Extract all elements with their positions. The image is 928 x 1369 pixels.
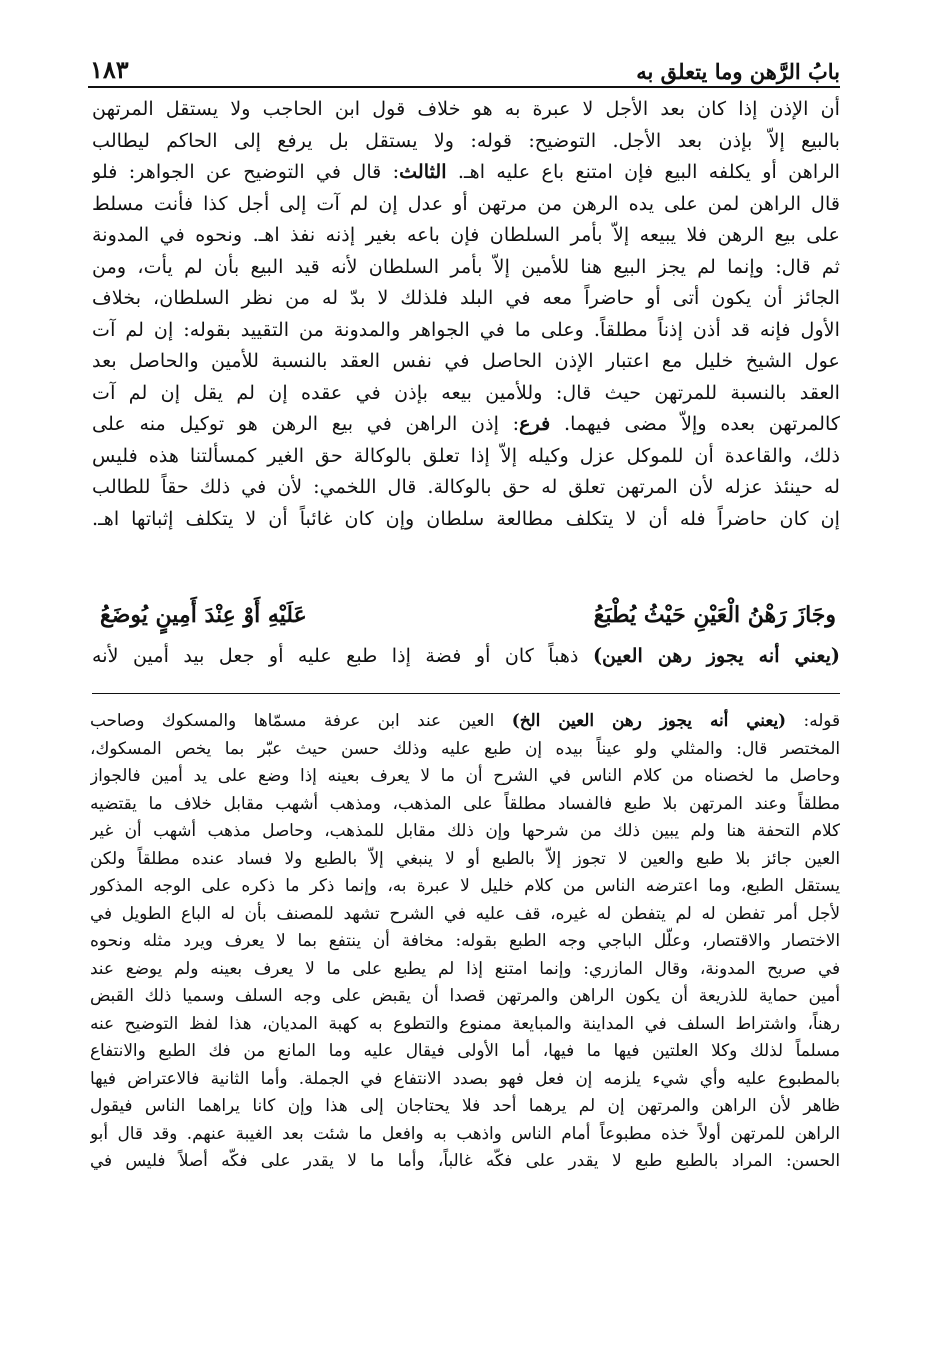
page-number: ١٨٣ — [90, 55, 129, 84]
explanation-text: ذهباً كان أو فضة إذا طبع عليه أو جعل بيد أمين لأنه — [92, 644, 593, 667]
footnote-line — [90, 872, 840, 900]
text-run: العين عند ابن عرفة مسمّاها والمسكوك وصاحب — [90, 710, 512, 730]
header-rule — [88, 86, 840, 88]
footnote-line — [90, 927, 840, 955]
text-run: الاختصار والاقتصار، وعلّل الباجي وجه الطبع بقوله: مخافة أن ينتفع بما لا يعرف ويرد مثله ونحوه — [90, 930, 840, 950]
main-text-line — [92, 188, 840, 220]
footnote-line — [90, 1010, 840, 1038]
main-text-line — [92, 282, 840, 314]
text-run: ثم قال: وإنما لم يجز البيع هنا للأمين إلاّ بأمر السلطان لأنه قيد البيع بأن لم يأت، ومن — [92, 254, 840, 278]
footnote-line — [90, 1037, 840, 1065]
text-run: العقد بالنسبة للمرتهن حيث قال: وللأمين بيعه بإذن في عقده إن لم يقل إن لم آت — [92, 380, 840, 404]
footnote-separator — [92, 693, 840, 694]
main-text-line — [92, 408, 840, 440]
text-run: لأجل أمر تفطن له لم يتفطن له غيره، قف عليه في الشرح تشهد للمصنف بأن له الباع الطويل في — [90, 902, 840, 923]
footnote-line — [90, 845, 840, 873]
main-text-line — [92, 219, 840, 251]
main-text-line — [92, 93, 840, 125]
main-text-line — [92, 251, 840, 283]
text-run: المختصر قال: والمثلي ولو عيناً بيده إن طبع عليه وذلك حسن حيث عبّر بما يخص المسكوك، — [90, 737, 840, 758]
main-text-line — [92, 377, 840, 409]
main-text-line — [92, 440, 840, 472]
footnote-line — [90, 1147, 840, 1175]
text-run: كلام التحفة هنا ولم يبين ذلك من شرحها وإن ذلك مقابل للمذهب، وحاصل مذهب أشهب أن غير — [90, 820, 840, 840]
footnote-line — [90, 790, 840, 818]
chapter-title: بابُ الرَّهن وما يتعلق به — [636, 59, 840, 84]
poem-hemistich-left: عَلَيْهِ أَوْ عِنْدَ أَمِينٍ يُوضَعُ — [100, 602, 307, 628]
footnote-line — [90, 707, 840, 735]
text-run: يستقل الطبع، وما اعترضه الناس من كلام خليل لا عبرة به، وإنما ذكر ما ذكره على الوجه المذكور — [90, 875, 840, 895]
footnote-line — [90, 762, 840, 790]
text-run: إن كان حاضراً فله أن لا يتكلف مطالعة سلطان وإن كان غائباً أن لا يتكلف إثباتها اهـ. — [92, 506, 840, 530]
text-run: الجائز أن يكون أتى أو حاضراً معه في البلد فلذلك لا بدّ له من نظر السلطان، بخلاف — [92, 286, 840, 309]
text-run: أن الإذن إذا كان بعد الأجل لا عبرة به هو خلاف قول ابن الحاجب ولا يستقل المرتهن — [92, 97, 840, 120]
text-run: الحسن: المراد بالطبع طبع لا يقدر على فكّه غالباً، وأما ما لا يقدر على فكّه أصلاً فليس في — [90, 1150, 840, 1170]
text-run: قال الراهن لمن على يده الرهن من مرتهن أو عدل إن لم آت إلى أجل كذا فأنت مسلط — [92, 191, 840, 215]
footnote-commentary — [90, 707, 840, 1175]
footnote-line — [90, 817, 840, 845]
main-text-line — [92, 345, 840, 377]
text-run: ظاهر لأن الراهن والمرتهن إن لم يرهما أحد فلا يحتاجان إلى هذا وإن كانا يراهما الناس فيقول — [90, 1095, 840, 1115]
explanation-heading: (يعني أنه يجوز رهن العين) — [592, 644, 840, 667]
footnote-line — [90, 735, 840, 763]
text-run: له حينئذ عزله لأن المرتهن تعلق له حق بالوكالة. قال اللخمي: لأن في ذلك حقاً للطالب — [92, 475, 840, 498]
text-run: مسلماً لذلك وكلا العلتين فيها ما فيها، أما الأولى فيقال عليه وما المانع من فك الطبع والانتفاع — [90, 1040, 840, 1060]
text-run: على بيع الرهن فلا يبيعه إلاّ بأمر السلطان فإن باعه بغير إذنه نفذ اهـ. ونحوه في المدونة — [92, 223, 840, 246]
main-text-line — [92, 314, 840, 346]
main-text-line — [92, 156, 840, 188]
footnote-line — [90, 1120, 840, 1148]
text-run: بالبيع إلاّ بإذن بعد الأجل. التوضيح: قوله: ولا يستقل بل يرفع إلى الحاكم ليطالب — [92, 128, 840, 152]
bold-keyword: (يعني أنه يجوز رهن العين الخ) — [511, 710, 787, 730]
bold-keyword: الثالث — [399, 160, 447, 183]
text-run: الراهن للمرتهن أولاً خذه مطبوعاً أمام الناس واذهب به وافعل ما شئت بعد الغيبة عنهم. وقد قال أبو — [90, 1122, 840, 1143]
bold-keyword: فرع — [519, 412, 551, 435]
footnote-line — [90, 982, 840, 1010]
footnote-line — [90, 900, 840, 928]
text-run: العين جائز بلا طبع والعين لا تجوز إلاّ بالطبع أو لا ينبغي إلاّ بالطبع ولا فساد عنده مطلقاً ولكن — [90, 847, 840, 868]
main-text-line — [92, 471, 840, 503]
text-run: مطلقاً وعند المرتهن بلا طبع فالفساد مطلقاً على المذهب، ومذهب أشهب مقابل خلاف ما يقتضيه — [90, 792, 840, 813]
text-run: في صريح المدونة، وقال المازري: وإنما امتنع إذا لم يطبع على ما لا يعرف بعينه ولم يوضع عند — [90, 957, 840, 978]
main-text — [92, 93, 840, 534]
footnote-line — [90, 1092, 840, 1120]
text-run: ذلك، والقاعدة أن للموكل عزل وكيله إلاّ إذا تعلق بالوكالة حق الغير كمسألتنا هذه فليس — [92, 443, 840, 467]
text-run: أمين حماية للذريعة أن يكون الراهن والمرتهن قصدا أن يقبض على وجه السلف وسميا ذلك القبض — [90, 985, 840, 1005]
text-run: قوله: — [786, 710, 840, 730]
running-header — [90, 44, 840, 84]
text-run: : قال في التوضيح عن الجواهر: فلو — [92, 160, 400, 183]
footnote-line — [90, 1065, 840, 1093]
text-run: الراهن أو يكلفه البيع فإن امتنع باع عليه اهـ. — [446, 160, 840, 183]
poem-hemistich-right: وجَازَ رَهْنُ الْعَيْنِ حَيْثُ يُطْبَعُ — [593, 602, 836, 628]
main-text-line — [92, 503, 840, 535]
main-text-line — [92, 125, 840, 157]
text-run: عول الشيخ خليل مع اعتبار الإذن الحاصل في نفس العقد بالنسبة للأمين والحاصل بعد — [92, 349, 840, 372]
poem-verse — [100, 594, 836, 636]
text-run: الأول فإنه قد أذن إذناً مطلقاً. وعلى ما في الجواهر والمدونة من التقييد بقوله: إن لم آت — [92, 317, 840, 341]
text-run: رهناً، واشتراط السلف في المداينة والمبايعة ممنوع والتطوع به كهبة المديان، هذا لفظ التوضيح عنه — [90, 1012, 840, 1033]
text-run: وحاصل ما لخصناه من كلام الناس في الشرح أن ما لا يعرف بعينه إذا وضع على يد أمين فالجواز — [90, 765, 840, 785]
footnote-line — [90, 955, 840, 983]
text-run: بالمطبوع عليه وأي شيء يلزمه إن فعل فهو بصدد الانتفاع في الجملة. وأما الثانية فالاعتراض فيها — [90, 1067, 840, 1088]
verse-explanation — [92, 638, 840, 674]
text-run: كالمرتهن بعده وإلاّ مضى فيهما. — [550, 412, 840, 435]
text-run: : إذن الراهن في بيع الرهن هو توكيل منه على — [92, 412, 520, 435]
